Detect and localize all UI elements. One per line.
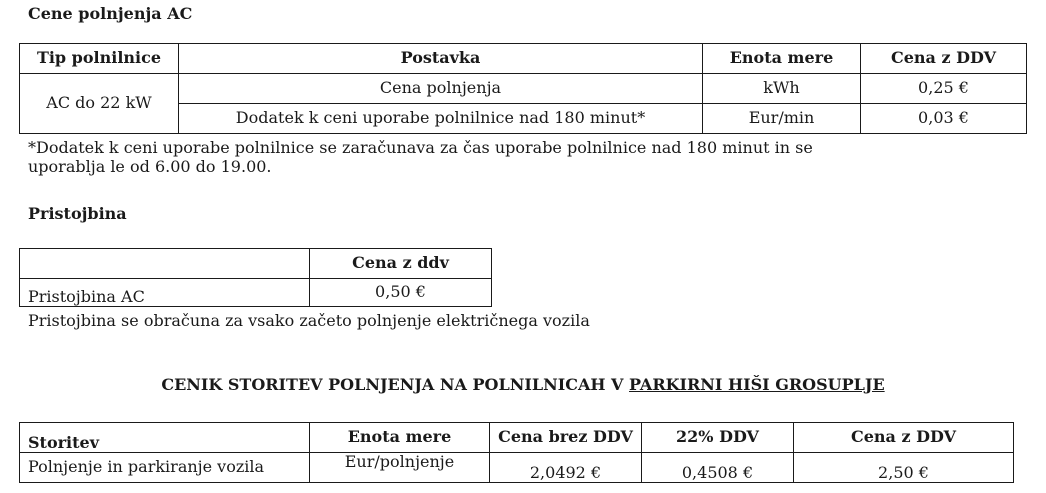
table-cell-unit: kWh <box>703 74 861 104</box>
fee-note: Pristojbina se obračuna za vsako začeto polnjenje električnega vozila <box>28 311 590 330</box>
table-cell-item: Cena polnjenja <box>179 74 703 104</box>
garage-price-table <box>19 422 1014 483</box>
col-header-price: Cena z DDV <box>861 44 1027 74</box>
col-header-item: Postavka <box>179 44 703 74</box>
col-header-type: Tip polnilnice <box>20 44 179 74</box>
table-cell-unit: Eur/min <box>703 104 861 134</box>
garage-header-service: Storitev <box>20 423 310 453</box>
garage-title-prefix: CENIK STORITEV POLNJENJA NA POLNILNICAH V <box>161 375 630 394</box>
garage-row-vat: 0,4508 € <box>642 453 794 483</box>
ac-price-table <box>19 43 1027 134</box>
fee-header-empty <box>20 249 310 279</box>
garage-row-gross: 2,50 € <box>794 453 1014 483</box>
col-header-unit: Enota mere <box>703 44 861 74</box>
section-fee-title: Pristojbina <box>28 204 127 223</box>
fee-row-price: 0,50 € <box>310 279 492 307</box>
table-cell-price: 0,03 € <box>861 104 1027 134</box>
fee-row-label: Pristojbina AC <box>20 279 310 307</box>
fee-table <box>19 248 492 307</box>
footnote-line: *Dodatek k ceni uporabe polnilnice se zaračunava za čas uporabe polnilnice nad 180 minut in se <box>28 138 813 157</box>
section-ac-title: Cene polnjenja AC <box>28 4 193 23</box>
garage-row-net: 2,0492 € <box>490 453 642 483</box>
garage-title-link[interactable]: PARKIRNI HIŠI GROSUPLJE <box>629 375 885 394</box>
garage-header-unit: Enota mere <box>310 423 490 453</box>
garage-header-vat: 22% DDV <box>642 423 794 453</box>
garage-header-gross: Cena z DDV <box>794 423 1014 453</box>
footnote-line: uporablja le od 6.00 do 19.00. <box>28 157 272 177</box>
table-cell-price: 0,25 € <box>861 74 1027 104</box>
garage-section-title <box>0 375 1046 394</box>
garage-row-unit: Eur/polnjenje <box>310 453 490 483</box>
fee-header-price: Cena z ddv <box>310 249 492 279</box>
charger-type-cell: AC do 22 kW <box>20 74 179 134</box>
ac-footnote <box>28 138 1028 176</box>
table-cell-item: Dodatek k ceni uporabe polnilnice nad 180 minut* <box>179 104 703 134</box>
garage-header-net: Cena brez DDV <box>490 423 642 453</box>
garage-row-service: Polnjenje in parkiranje vozila <box>20 453 310 483</box>
